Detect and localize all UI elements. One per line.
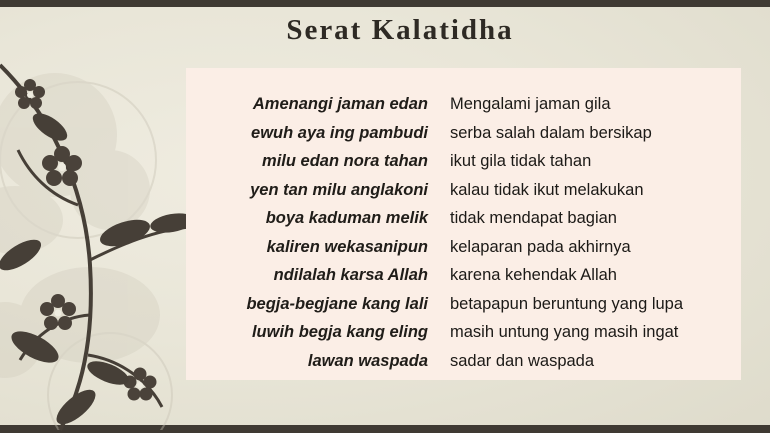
bottom-band-divider — [0, 425, 770, 433]
verse-line: luwih begja kang eling — [251, 323, 428, 341]
verse-card — [186, 68, 741, 380]
translation-line: masih untung yang masih ingat — [450, 323, 679, 341]
translation-line: serba salah dalam bersikap — [450, 123, 652, 142]
verse-line: milu edan nora tahan — [262, 152, 428, 170]
verse-line: ewuh aya ing pambudi — [251, 123, 428, 142]
translation-line: ikut gila tidak tahan — [450, 152, 592, 170]
verse-line: Amenangi jaman edan — [252, 95, 428, 113]
translation-line: Mengalami jaman gila — [450, 95, 611, 113]
verse-column-javanese — [204, 90, 434, 370]
verse-line: lawan waspada — [307, 351, 428, 370]
verse-line: kaliren wekasanipun — [266, 237, 428, 256]
translation-line: betapapun beruntung yang lupa — [450, 294, 684, 313]
translation-line: sadar dan waspada — [450, 351, 595, 370]
translation-line: tidak mendapat bagian — [450, 209, 617, 227]
page-title: Serat Kalatidha — [286, 14, 514, 46]
verse-line: begja-begjane kang lali — [246, 294, 428, 313]
translation-line: kalau tidak ikut melakukan — [450, 180, 644, 199]
translation-line: kelaparan pada akhirnya — [450, 237, 631, 256]
top-band-divider — [0, 0, 770, 7]
verse-column-indonesian — [444, 90, 723, 370]
translation-line: karena kehendak Allah — [450, 266, 617, 284]
verse-line: yen tan milu anglakoni — [250, 180, 428, 199]
verse-line: boya kaduman melik — [265, 209, 428, 227]
verse-line: ndilalah karsa Allah — [273, 266, 428, 284]
